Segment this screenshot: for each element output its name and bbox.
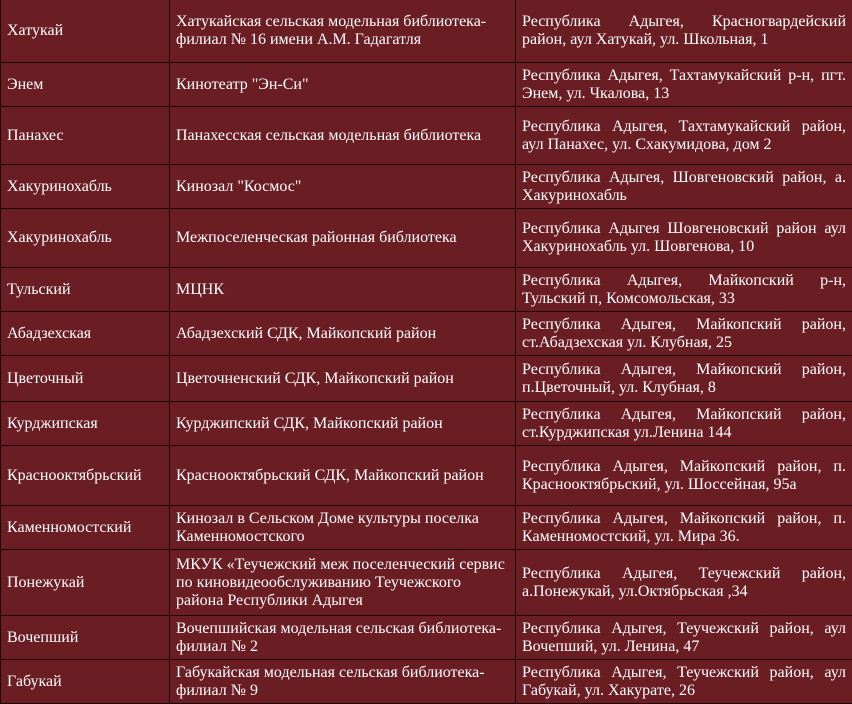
locality-cell: Курджипская xyxy=(1,402,170,446)
address-cell: Республика Адыгея, Майкопский р-н, Тульский п, Комсомольская, 33 xyxy=(516,268,852,312)
table-row xyxy=(1,660,852,704)
venue-cell: Вочепшийская модельная сельская библиотека-филиал № 2 xyxy=(170,616,516,660)
locality-cell: Каменномостский xyxy=(1,506,170,550)
venue-cell: Хатукайская сельская модельная библиотека-филиал № 16 имени А.М. Гадагатля xyxy=(170,0,516,63)
locality-cell: Понежукай xyxy=(1,550,170,616)
table-row xyxy=(1,550,852,616)
venue-cell: Краснооктябрьский СДК, Майкопский район xyxy=(170,446,516,506)
address-cell: Республика Адыгея, Красногвардейский район, аул Хатукай, ул. Школьная, 1 xyxy=(516,0,852,63)
address-cell: Республика Адыгея, Теучежский район, аул Габукай, ул. Хакурате, 26 xyxy=(516,660,852,704)
locality-cell: Габукай xyxy=(1,660,170,704)
address-cell: Республика Адыгея, Теучежский район, аул Вочепший, ул. Ленина, 47 xyxy=(516,616,852,660)
address-cell: Республика Адыгея, Тахтамукайский р-н, пгт. Энем, ул. Чкалова, 13 xyxy=(516,63,852,107)
table-row xyxy=(1,616,852,660)
table-row xyxy=(1,107,852,165)
locality-cell: Цветочный xyxy=(1,356,170,402)
venue-cell: Кинозал "Космос" xyxy=(170,165,516,209)
locality-cell: Тульский xyxy=(1,268,170,312)
table-row xyxy=(1,63,852,107)
venue-cell: Кинотеатр "Эн-Си" xyxy=(170,63,516,107)
address-cell: Республика Адыгея, Майкопский район, п. Краснооктябрьский, ул. Шоссейная, 95а xyxy=(516,446,852,506)
venue-cell: МЦНК xyxy=(170,268,516,312)
table-row xyxy=(1,506,852,550)
locality-cell: Хакуринохабль xyxy=(1,209,170,268)
venue-cell: Габукайская модельная сельская библиотека-филиал № 9 xyxy=(170,660,516,704)
address-cell: Республика Адыгея, Теучежский район, а.Понежукай, ул.Октябрьская ,34 xyxy=(516,550,852,616)
address-cell: Республика Адыгея, Майкопский район, ст.Курджипская ул.Ленина 144 xyxy=(516,402,852,446)
table-row xyxy=(1,209,852,268)
address-cell: Республика Адыгея, Майкопский район, п. Каменномостский, ул. Мира 36. xyxy=(516,506,852,550)
locality-cell: Энем xyxy=(1,63,170,107)
locality-cell: Панахес xyxy=(1,107,170,165)
venue-cell: Курджипский СДК, Майкопский район xyxy=(170,402,516,446)
venue-cell: МКУК «Теучежский меж поселенческий сервис по киновидеообслуживанию Теучежского района Республики Адыгея xyxy=(170,550,516,616)
address-cell: Республика Адыгея, Шовгеновский район, а. Хакуринохабль xyxy=(516,165,852,209)
locality-cell: Вочепший xyxy=(1,616,170,660)
table-row xyxy=(1,165,852,209)
address-cell: Республика Адыгея, Тахтамукайский район, аул Панахес, ул. Схакумидова, дом 2 xyxy=(516,107,852,165)
locality-cell: Хакуринохабль xyxy=(1,165,170,209)
venue-cell: Цветочненский СДК, Майкопский район xyxy=(170,356,516,402)
table-row xyxy=(1,356,852,402)
venue-cell: Абадзехский СДК, Майкопский район xyxy=(170,312,516,356)
table-row xyxy=(1,446,852,506)
table-row xyxy=(1,0,852,63)
venue-cell: Кинозал в Сельском Доме культуры поселка Каменномостского xyxy=(170,506,516,550)
locality-cell: Хатукай xyxy=(1,0,170,63)
locality-cell: Абадзехская xyxy=(1,312,170,356)
venue-cell: Межпоселенческая районная библиотека xyxy=(170,209,516,268)
venue-cell: Панахесская сельская модельная библиотека xyxy=(170,107,516,165)
table-row xyxy=(1,402,852,446)
table-row xyxy=(1,268,852,312)
address-cell: Республика Адыгея, Майкопский район, п.Цветочный, ул. Клубная, 8 xyxy=(516,356,852,402)
address-cell: Республика Адыгея Шовгеновский район аул Хакуринохабль ул. Шовгенова, 10 xyxy=(516,209,852,268)
address-cell: Республика Адыгея, Майкопский район, ст.Абадзехская ул. Клубная, 25 xyxy=(516,312,852,356)
table-row xyxy=(1,312,852,356)
locality-cell: Краснооктябрьский xyxy=(1,446,170,506)
